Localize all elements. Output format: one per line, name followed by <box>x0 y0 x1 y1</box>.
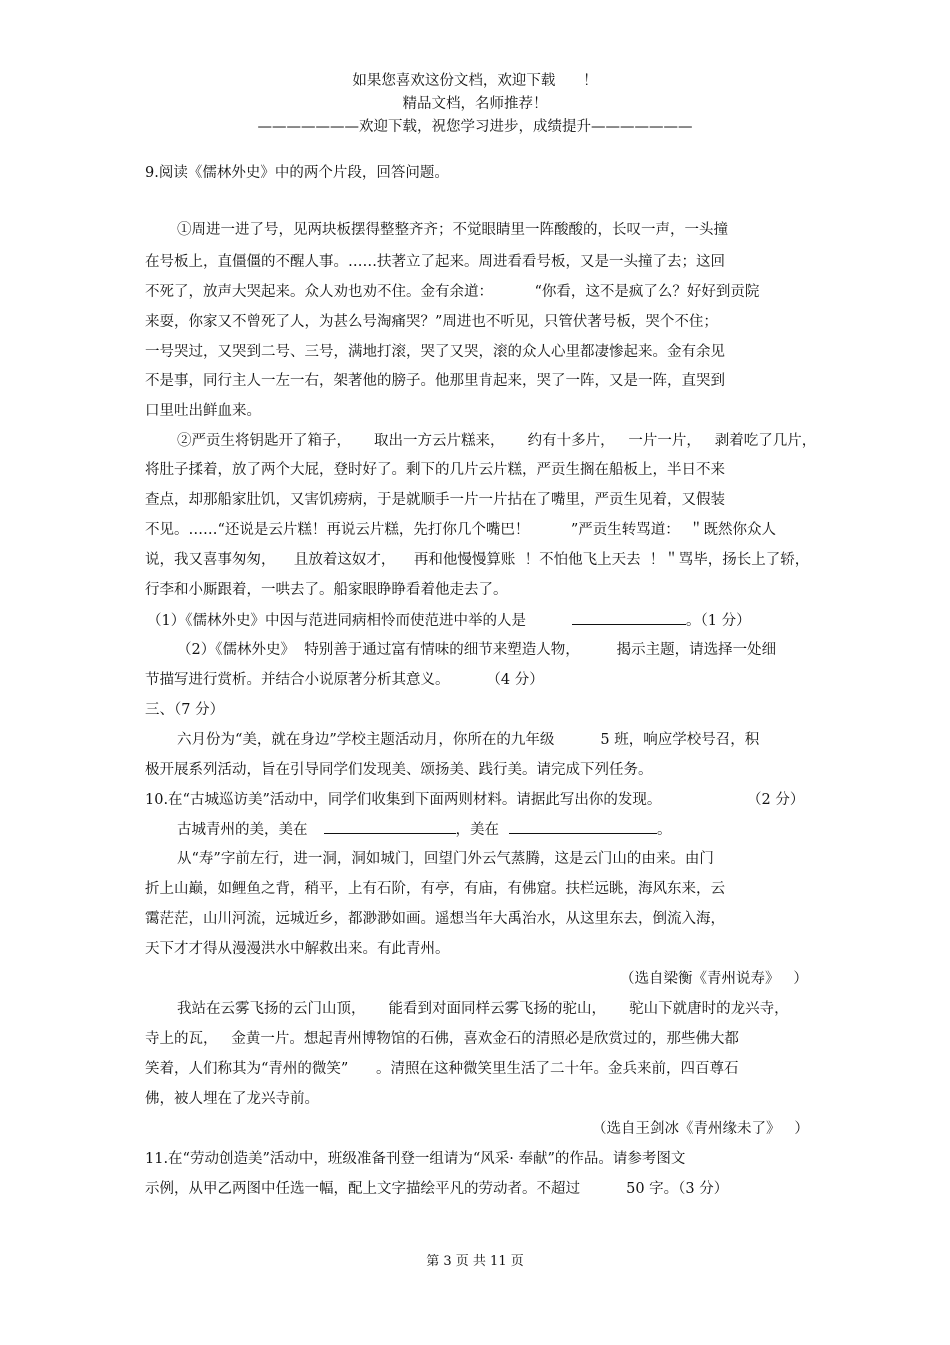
header-line-2: 精品文档，名师推荐！ <box>402 96 548 112</box>
q9-p1-line: 口里吐出鲜血来。 <box>145 403 261 419</box>
q10-material1-line: 天下才才得从漫漫洪水中解救出来。有此青州。 <box>145 941 450 957</box>
q10-fill-a: 古城青州的美，美在 <box>177 822 308 838</box>
q10-material1-line: 霭茫茫，山川河流，远城近乡，都渺渺如画。遥想当年大禹治水，从这里东去，倒流入海， <box>145 911 725 927</box>
q10-material1-source: （选自梁衡《青州说寿》 ） <box>620 971 808 987</box>
q9-p2-line: 查点，却那船家肚饥，又害饥痨病，于是就顺手一片一片拈在了嘴里，严贡生见着，又假装 <box>145 492 725 508</box>
q9-p1-line: 不是事，同行主人一左一右，架著他的膀子。他那里肯起来，哭了一阵，又是一阵，直哭到 <box>145 373 725 389</box>
q10-fill <box>177 819 672 840</box>
q9-sub1 <box>147 610 751 631</box>
q9-p2-line: 说，我又喜事匆匆， 且放着这奴才， 再和他慢慢算账 ！不怕他飞上天去 ！＂骂毕，扬长上了轿， <box>145 552 810 568</box>
q11-line-2: 示例，从甲乙两图中任选一幅，配上文字描绘平凡的劳动者。不超过 50 字。（3 分） <box>145 1181 729 1197</box>
q9-p1-line: 一号哭过，又哭到二号、三号，满地打滚，哭了又哭，滚的众人心里都凄惨起来。金有余见 <box>145 344 725 360</box>
q9-p2-line: 行李和小厮跟着，一哄去了。船家眼睁睁看着他走去了。 <box>145 582 508 598</box>
q9-p2-line: 将肚子揉着，放了两个大屁，登时好了。剩下的几片云片糕，严贡生搁在船板上，半日不来 <box>145 462 725 478</box>
q10-material2-line: 寺上的瓦， 金黄一片。想起青州博物馆的石佛，喜欢金石的清照必是欣赏过的，那些佛大都 <box>145 1031 739 1047</box>
header-line-3: ———————欢迎下载，祝您学习进步，成绩提升——————— <box>257 119 693 135</box>
q9-p1-line: 不死了，放声大哭起来。众人劝也劝不住。金有余道： “你看，这不是疯了么？好好到贡院 <box>145 284 760 300</box>
q10-material2-line: 我站在云雾飞扬的云门山顶， 能看到对面同样云雾飞扬的驼山， 驼山下就唐时的龙兴寺， <box>177 1001 789 1017</box>
q10-material2-line: 佛，被人埋在了龙兴寺前。 <box>145 1091 319 1107</box>
page-number: 第 3 页 共 11 页 <box>426 1254 524 1269</box>
q10-material1-line: 折上山巅，如鲤鱼之背，稍平，上有石阶，有亭，有庙，有佛窟。扶栏远眺，海风东来，云 <box>145 881 725 897</box>
q9-sub2-line-2: 节描写进行赏析。并结合小说原著分析其意义。 （4 分） <box>145 672 544 688</box>
q9-p2-line: 不见。……“还说是云片糕！再说云片糕，先打你几个嘴巴！ ”严贡生转骂道： ＂既然你众人 <box>145 522 777 538</box>
section3-intro-line-1: 六月份为“美，就在身边”学校主题活动月，你所在的九年级 5 班，响应学校号召，积 <box>177 732 760 748</box>
header-line-1: 如果您喜欢这份文档，欢迎下载 ！ <box>352 73 598 89</box>
q9-sub2-line-1: （2）《儒林外史》 特别善于通过富有情味的细节来塑造人物， 揭示主题，请选择一处细 <box>177 642 777 658</box>
q9-p1-line: 在号板上，直僵僵的不醒人事。……扶著立了起来。周进看看号板，又是一头撞了去；这回 <box>145 254 725 270</box>
q10-title: 10.在“古城巡访美”活动中，同学们收集到下面两则材料。请据此写出你的发现。 <box>145 792 662 808</box>
q9-p2-line: ②严贡生将钥匙开了箱子， 取出一方云片糕来， 约有十多片， 一片一片， 剥着吃了几片， <box>177 433 817 449</box>
q9-title: 9.阅读《儒林外史》中的两个片段，回答问题。 <box>145 165 449 181</box>
q10-fill-c: 。 <box>657 822 672 838</box>
q10-answer-blank-1[interactable] <box>324 819 456 834</box>
q9-sub1-text: （1）《儒林外史》中因与范进同病相怜而使范进中举的人是 <box>147 613 526 629</box>
q10-score: （2 分） <box>747 792 805 808</box>
q10-material2-line: 笑着，人们称其为“青州的微笑” 。清照在这种微笑里生活了二十年。金兵来前，四百尊石 <box>145 1061 739 1077</box>
q9-sub1-answer-blank[interactable] <box>572 610 686 625</box>
q10-material2-source: （选自王剑冰《青州缘未了》 ） <box>592 1121 809 1137</box>
section3-intro-line-2: 极开展系列活动，旨在引导同学们发现美、颂扬美、践行美。请完成下列任务。 <box>145 762 653 778</box>
q10-answer-blank-2[interactable] <box>509 819 657 834</box>
q9-p1-line: ①周进一进了号，见两块板摆得整整齐齐；不觉眼睛里一阵酸酸的，长叹一声，一头撞 <box>177 222 728 238</box>
q11-line-1: 11.在“劳动创造美”活动中，班级准备刊登一组请为“风采· 奉献”的作品。请参考图文 <box>145 1151 686 1167</box>
q10-fill-b: ，美在 <box>455 822 499 838</box>
section3-title: 三、（7 分） <box>145 702 225 718</box>
q9-p1-line: 来耍，你家又不曾死了人，为甚么号淘痛哭？”周进也不听见，只管伏著号板，哭个不住； <box>145 314 718 330</box>
q9-sub1-tail: 。（1 分） <box>685 613 751 629</box>
q10-material1-line: 从“寿”字前左行，进一洞，洞如城门，回望门外云气蒸腾，这是云门山的由来。由门 <box>177 851 714 867</box>
